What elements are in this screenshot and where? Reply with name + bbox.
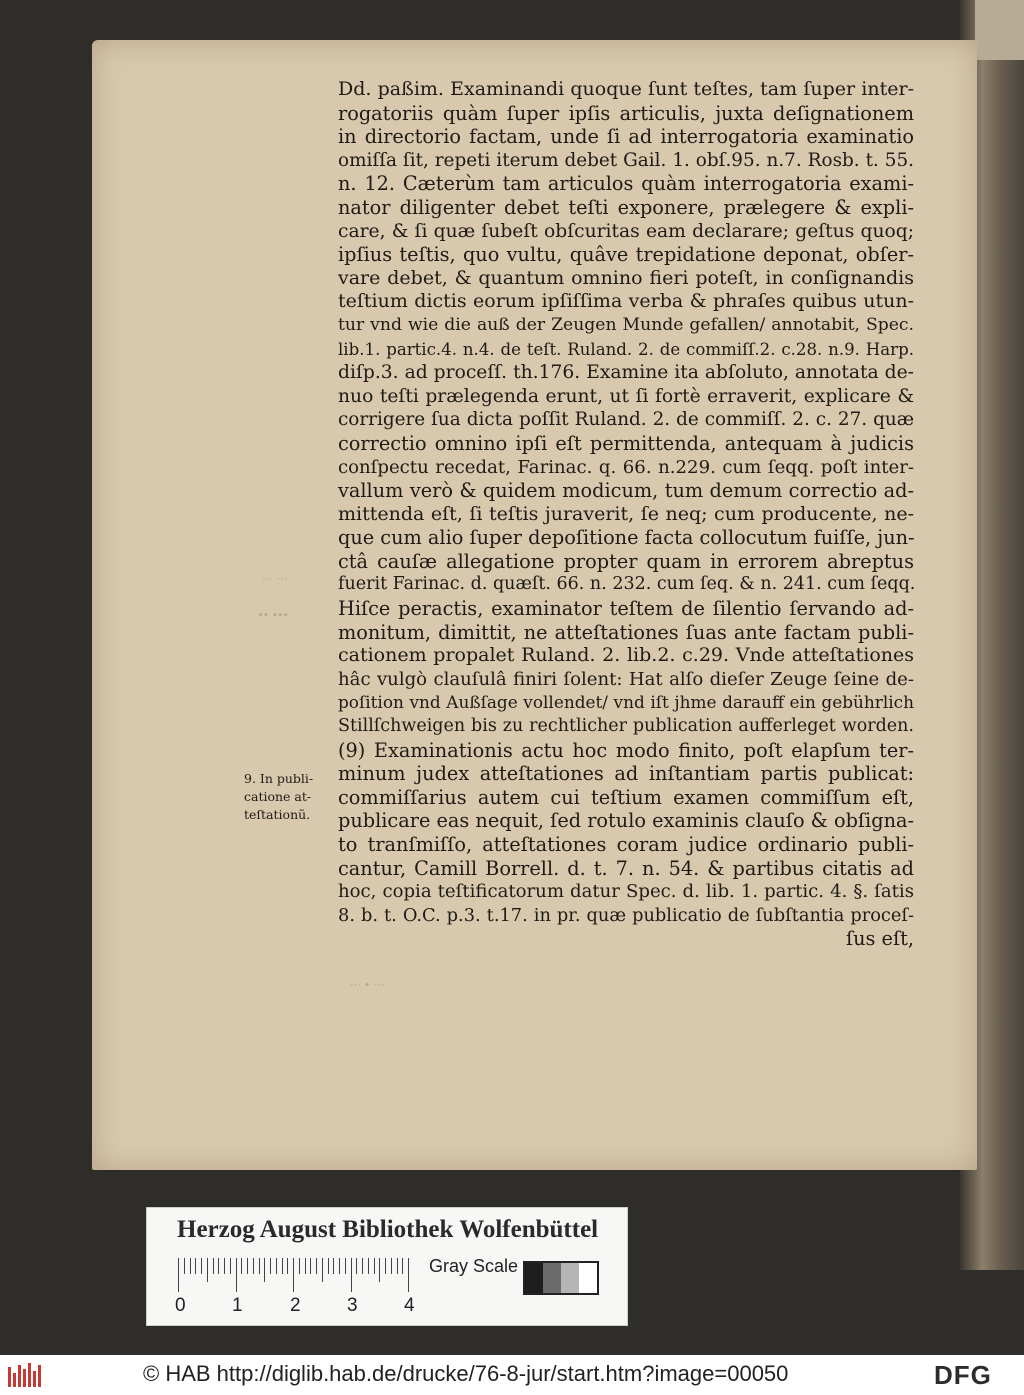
ruler-tick [259, 1258, 260, 1274]
ruler-tick [230, 1258, 231, 1274]
ruler-tick [276, 1258, 277, 1274]
page-text [338, 78, 914, 951]
ruler-tick [201, 1258, 202, 1274]
text-line: diſp.3. ad proceſſ. th.176. Examine ita abſoluto, annotata de- [338, 362, 914, 384]
ruler-tick [397, 1258, 398, 1274]
ruler-tick [184, 1258, 185, 1274]
text-line: ctâ cauſæ allegatione propter quam in errorem abreptus [338, 549, 914, 573]
text-line: publicare eas nequit, ſed rotulo examinis clauſo & obſigna- [338, 809, 914, 833]
logo-bar [28, 1363, 31, 1387]
show-through-mark: ⋯ ∙ ⋯ [350, 978, 385, 991]
text-line: cationem propalet Ruland. 2. lib.2. c.29. Vnde atteſtationes [338, 644, 914, 667]
text-line: tur vnd wie die auß der Zeugen Munde gefallen/ annotabit, Spec. [338, 314, 914, 335]
gray-swatch [579, 1263, 597, 1293]
margin-note [244, 770, 336, 824]
gray-swatch [543, 1263, 561, 1293]
text-line: Stillſchweigen bis zu rechtlicher publication aufferleget worden. [338, 716, 914, 737]
ruler-tick [345, 1258, 346, 1274]
ruler-tick [207, 1258, 208, 1282]
ruler-tick [241, 1258, 242, 1274]
text-line: mittenda eſt, ſi teſtis juraverit, ſe neq; cum producente, ne- [338, 502, 914, 525]
library-title: Herzog August Bibliothek Wolfenbüttel [177, 1216, 599, 1243]
ruler-tick [374, 1258, 375, 1274]
text-line: hoc, copia teſtificatorum datur Spec. d. lib. 1. partic. 4. §. ſatis [338, 881, 914, 903]
book-edge-top [975, 0, 1024, 60]
text-line: vallum verò & quidem modicum, tum demum correctio ad- [338, 479, 914, 503]
ruler-tick [316, 1258, 317, 1274]
ruler-scale [178, 1258, 418, 1292]
ruler-tick [310, 1258, 311, 1274]
ruler-tick [391, 1258, 392, 1274]
logo-bar [33, 1371, 36, 1387]
logo-bar [13, 1373, 16, 1387]
ruler-tick [253, 1258, 254, 1274]
text-line: que cum alio ſuper depoſitione facta collocutum fuiſſe, jun- [338, 526, 915, 550]
text-line: cantur, Camill Borrell. d. t. 7. n. 54. & partibus citatis ad [338, 856, 914, 880]
text-line: 8. b. t. O.C. p.3. t.17. in pr. quæ publicatio de ſubſtantia proceſ- [338, 904, 914, 926]
ruler-tick [282, 1258, 283, 1274]
text-line: conſpectu recedat, Farinac. q. 66. n.229. cum ſeqq. poſt inter- [338, 456, 914, 478]
ruler-tick [356, 1258, 357, 1274]
text-line: monitum, dimittit, ne atteſtationes ſuas ante factam publi- [338, 620, 914, 644]
ruler-tick [264, 1258, 265, 1282]
ruler-tick [293, 1258, 294, 1292]
ruler-tick [287, 1258, 288, 1274]
gray-scale-label: Gray Scale [429, 1256, 519, 1276]
ruler-tick [213, 1258, 214, 1274]
text-line: care, & ſi quæ ſubeſt obſcuritas eam declarare; geſtus quoq; [338, 220, 914, 242]
catchword: ſus eſt, [845, 927, 914, 951]
footer-link[interactable]: © HAB http://diglib.hab.de/drucke/76-8-jur/start.htm?image=00050 [143, 1361, 789, 1386]
text-line: ipſius teſtis, quo vultu, quâve trepidatione deponat, obſer- [338, 243, 914, 267]
footer-bar [0, 1355, 1024, 1395]
text-line: lib.1. partic.4. n.4. de teſt. Ruland. 2. de commiſſ.2. c.28. n.9. Harp. [338, 339, 914, 359]
ruler-tick [322, 1258, 323, 1282]
logo-bar [8, 1367, 11, 1387]
ruler-tick [333, 1258, 334, 1274]
text-line: minum judex atteſtationes ad inſtantiam partis publicat: [338, 762, 914, 786]
text-line: n. 12. Cæterùm tam articulos quàm interrogatoria exami- [338, 172, 914, 196]
logo-bar [23, 1369, 26, 1387]
hab-logo-icon [8, 1363, 46, 1387]
text-line: corrigere ſua dicta poſſit Ruland. 2. de commiſſ. 2. c. 27. quæ [338, 409, 914, 431]
library-color-card [146, 1207, 628, 1326]
margin-note-line: teſtationũ. [244, 807, 311, 822]
margin-note-line: catione at- [244, 789, 312, 804]
dfg-logo: DFG [934, 1360, 992, 1390]
show-through-mark: ⋯ ⋯ [262, 572, 288, 585]
ruler-tick [408, 1258, 409, 1292]
ruler-tick [236, 1258, 237, 1292]
ruler-tick [402, 1258, 403, 1274]
ruler-number: 0 [175, 1295, 186, 1316]
text-line: nuo teſti prælegenda erunt, ut ſi fortè erraverit, explicare & [338, 385, 914, 407]
text-line: omiſſa ſit, repeti iterum debet Gail. 1. obſ.95. n.7. Rosb. t. 55. [338, 149, 914, 171]
text-line: Hiſce peractis, examinator teſtem de ſilentio ſervando ad- [338, 597, 914, 621]
text-line: fuerit Farinac. d. quæſt. 66. n. 232. cum ſeq. & n. 241. cum ſeqq. [338, 574, 916, 595]
text-line: to tranſmiſſo, atteſtationes coram judice ordinario publi- [338, 833, 914, 856]
ruler-tick [247, 1258, 248, 1274]
text-line: nator diligenter debet teſti exponere, prælegere & expli- [338, 195, 914, 219]
text-line: Dd. paßim. Examinandi quoque ſunt teſtes, tam ſuper inter- [338, 78, 914, 100]
ruler-tick [190, 1258, 191, 1274]
logo-bar [18, 1365, 21, 1387]
ruler-tick [195, 1258, 196, 1274]
ruler-number: 1 [232, 1295, 243, 1316]
ruler-tick [351, 1258, 352, 1292]
text-line: vare debet, & quantum omnino fieri poteſt, in conſignandis [338, 266, 914, 289]
text-line: correctio omnino ipſi eſt permittenda, antequam à judicis [338, 431, 914, 455]
ruler-number: 4 [404, 1295, 415, 1316]
text-line: poſition vnd Außſage vollendet/ vnd iſt jhme darauff ein gebührlich [338, 692, 914, 713]
text-line: teſtium dictis eorum ipſiſſima verba & phraſes quibus utun- [338, 290, 914, 313]
gray-scale-swatches [523, 1261, 599, 1295]
ruler-tick [339, 1258, 340, 1274]
ruler-tick [385, 1258, 386, 1274]
ruler-number: 2 [290, 1295, 301, 1316]
text-line: commiſſarius autem cui teſtium examen commiſſum eſt, [338, 785, 914, 809]
ruler-tick [328, 1258, 329, 1274]
ruler-tick [299, 1258, 300, 1274]
ruler-tick [224, 1258, 225, 1274]
text-line: in directorio factam, unde ſi ad interrogatoria examinatio [338, 125, 914, 149]
ruler-tick [218, 1258, 219, 1274]
margin-note-line: 9. In publi- [244, 771, 314, 786]
ruler-tick [178, 1258, 179, 1292]
text-line: rogatoriis quàm ſuper ipſis articulis, juxta deſignationem [338, 101, 914, 125]
ruler-number: 3 [347, 1295, 358, 1316]
gray-swatch [561, 1263, 579, 1293]
ruler-tick [379, 1258, 380, 1282]
ruler-tick [305, 1258, 306, 1274]
text-line: hâc vulgò clauſulâ finiri ſolent: Hat alſo dieſer Zeuge ſeine de- [338, 668, 914, 690]
show-through-mark: ∙∙ ∙∙∙ [258, 608, 289, 621]
ruler-tick [362, 1258, 363, 1274]
logo-bar [38, 1365, 41, 1387]
text-line: (9) Examinationis actu hoc modo finito, poſt elapſum ter- [338, 738, 914, 762]
ruler-tick [270, 1258, 271, 1274]
ruler-tick [368, 1258, 369, 1274]
gray-swatch [525, 1263, 543, 1293]
